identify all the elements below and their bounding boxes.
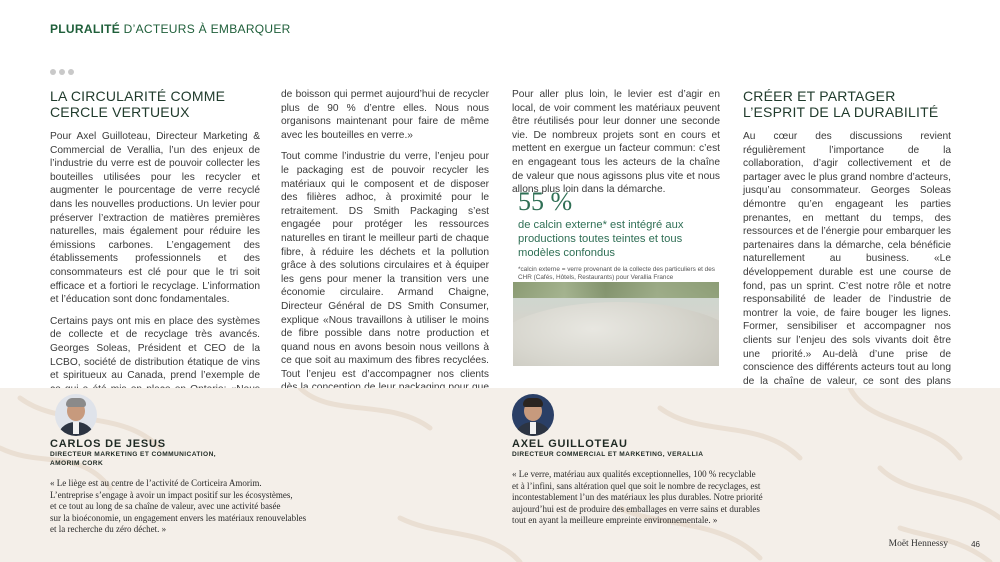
section-header [50,22,291,36]
person-role: DIRECTEUR MARKETING ET COMMUNICATION, AMORIM CORK [50,451,216,467]
cullet-pile-photo [513,282,719,366]
avatar [512,394,554,436]
stat-text: de calcin externe* est intégré aux productions toutes teintes et tous modèles confondus [518,219,684,259]
paragraph: Pour aller plus loin, le levier est d’agir en local, de voir comment les matériaux peuvent être réutilisés pour leur donner une seconde vie. De nombreux projets sont en cours et mettent en exergue un facteur commun: c’est en engageant tous les acteurs de la chaîne de valeur que nous agissons plus vite et nous allons plus loin dans la démarche. [512,89,720,196]
paragraph: de boisson qui permet aujourd’hui de recycler plus de 90 % d’entre elles. Nous nous organisons maintenant pour faire de même avec les bouteilles en verre.» [281,89,489,141]
avatar [55,394,97,436]
header-rest: D’ACTEURS À EMBARQUER [120,22,291,36]
column-1 [50,88,260,431]
person-role: DIRECTEUR COMMERCIAL ET MARKETING, VERALLIA [512,451,704,458]
column-4 [743,88,951,437]
paragraph: Certains pays ont mis en place des systèmes de collecte et de recyclage très avancés. Georges Soleas, Président et CEO de la LCBO, société de distribution étatique de vins et spiritueux au Canada, prend l’exemple de [50,315,260,382]
stat-number: 55 % [518,187,573,216]
stat-callout [518,188,718,282]
decorative-dots [50,69,74,75]
person-name: CARLOS DE JESUS [50,438,166,450]
header-bold: PLURALITÉ [50,22,121,36]
paragraph: Pour Axel Guilloteau, Directeur Marketing & Commercial de Verallia, l’un des enjeux de l’industrie du verre est de pouvoir collecter les bouteilles utilisées pour les recycler et augmenter le pourcentage de verre recyclé dans les nouvelles productions. Un levier pour préserver l’extraction de matières premières naturelles, mais également pour réduire les émissions carbones. L’engagement des établissements professionnels et des consommateurs est clé pour que le tri soit efficace et a fortiori le recyclage. L’information et l’éducation sont donc fondamentales. [50,131,260,306]
paragraph: Tout comme l’industrie du verre, l’enjeu pour le packaging est de pouvoir recycler les matériaux qui le composent et de disposer des filières adhoc, à proximité pour le retraitement. DS Smith Packaging s’est engagée pour protéger les ressources naturelles en tirant le meilleur parti de chaque fibre, à réduire les déchets et la pollution grâce à des solutions circulaires et à équiper les gens pour mener la transition vers une économie circulaire. Armand Chaigne, Directeur Général de DS Smith Consumer, explique «Nous travaillons à utiliser le moins de fibre possible dans notre production et quand nous en avons besoin nous veillons à ce que soit au maximum des fibres recyclées. Tout l’enjeu est d’accompagner nos clients [281,151,489,380]
heading-sustainability: CRÉER ET PARTAGER L’ESPRIT DE LA DURABILITÉ [743,88,939,120]
column-2 [281,88,489,430]
stat-footnote: *calcin externe = verre provenant de la collecte des particuliers et des CHR (Cafés, Hôtels, Restaurants) pour Verallia France [518,266,715,281]
brand-logo: Moët Hennessy [888,539,948,549]
page-number: 46 [971,540,980,549]
person-quote: « Le liège est au centre de l’activité de Corticeira Amorim. L’entreprise s’engage à avoir un impact positif sur les écosystèmes, et ce tout au long de sa chaîne de valeur, avec une activité basée sur la bioéconomie, un engagement envers les matériaux renouvelables et la recherche du zéro déchet. » [50,478,307,535]
person-quote: « Le verre, matériau aux qualités exceptionnelles, 100 % recyclable et à l’infini, sans altération quel que soit le nombre de recyclages, est incontestablement l’un des matériaux les plus durables. Notre priorité aujourd’hui est de produire des emballages en verre sains et durables tout en ayant la meilleure empreinte environnementale. » [512,469,763,526]
paragraph: Au cœur des discussions revient régulièrement l’importance de la collaboration, d’agir collectivement et de partager avec le plus grand nombre d’acteurs, jusqu’au consommateur. Georges Soleas démontre qu’en engageant les parties prenantes, en mettant du temps, des ressources et de l’énergie pour embarquer les partenaires dans la démarche, cela bénéficie naturellement au business. «Le développement durable est une course de fond, pas un sprint. C’est notre rôle et notre responsabilité de leader de l’industrie de montrer la voie, de faire bouger les lignes. Former, sensibiliser et accompagner nos clients sur l’enjeu des sols vivants doit être une priorité.» Au-delà d’une prise de conscience des différents acteurs tout au long de la chaîne de valeur, ce sont des plans [743,131,951,387]
testimonial-axel [512,394,842,527]
person-name: AXEL GUILLOTEAU [512,438,628,450]
heading-circularity: LA CIRCULARITÉ COMME CERCLE VERTUEUX [50,88,226,120]
testimonials-band [0,388,1000,562]
testimonial-carlos [50,394,380,536]
